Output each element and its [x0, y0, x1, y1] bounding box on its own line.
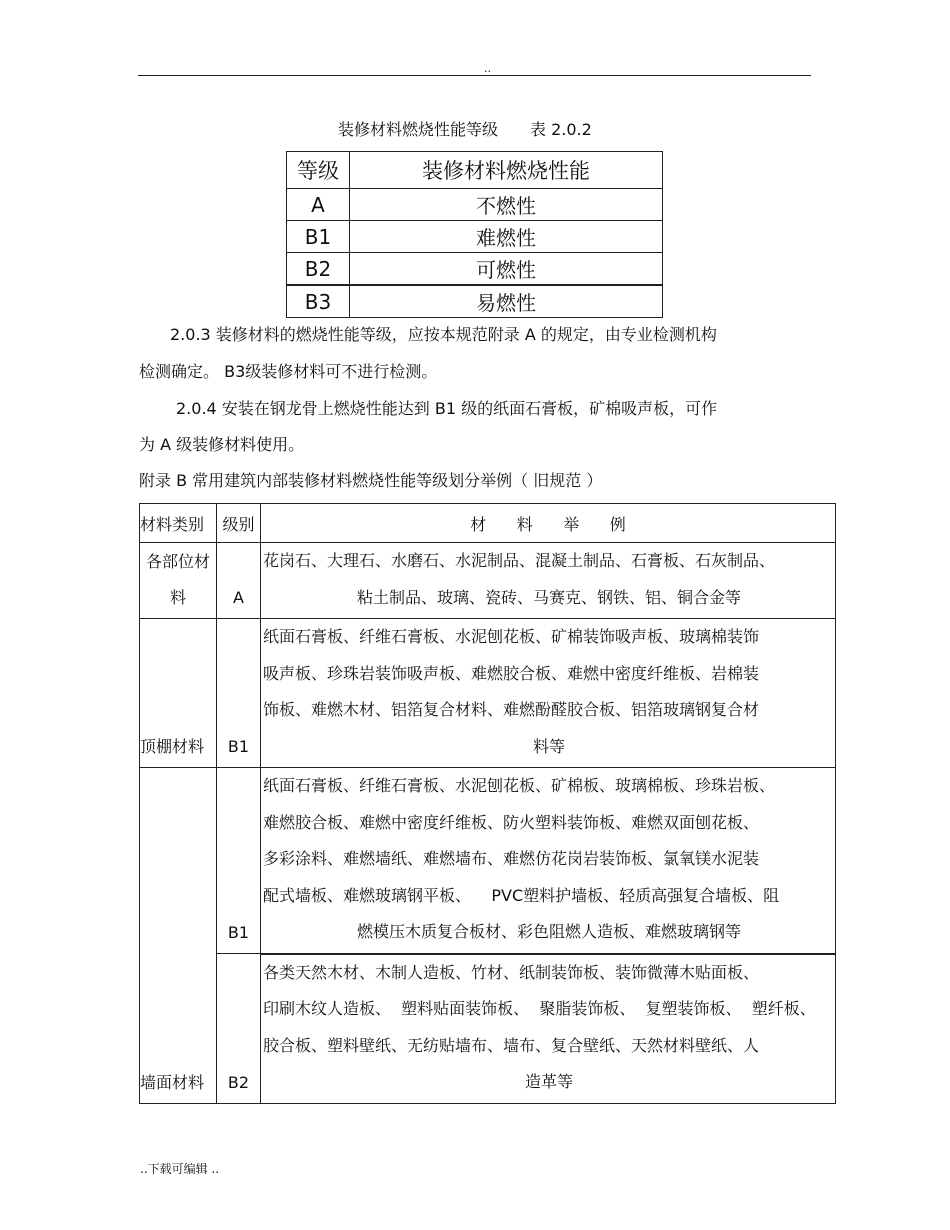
examples-cell: [261, 768, 836, 954]
header-cell-examples: 材 料 举 例: [261, 504, 836, 543]
examples-line: 纸面石膏板、纤维石膏板、水泥刨花板、矿棉板、玻璃棉板、珍珠岩板、: [263, 776, 776, 795]
examples-line: 吸声板、珍珠岩装饰吸声板、难燃胶合板、难燃中密度纤维板、岩棉装: [263, 663, 760, 683]
performance-cell: 易燃性: [350, 285, 663, 318]
examples-line: 花岗石、大理石、水磨石、水泥制品、混凝土制品、石膏板、石灰制品、: [263, 551, 776, 570]
table1-caption: [338, 117, 592, 140]
examples-line: 燃模压木质复合板材、彩色阻燃人造板、难燃玻璃钢等: [356, 922, 741, 941]
table-row: [287, 189, 663, 221]
grade-cell: B3: [287, 285, 350, 318]
examples-cell: [261, 954, 836, 1104]
examples-line: 造革等: [524, 1072, 573, 1091]
category-cell: 墙面材料: [140, 768, 217, 1104]
grade-cell: B1: [217, 619, 261, 768]
category-cell: 顶棚材料: [140, 619, 217, 768]
performance-cell: 难燃性: [350, 221, 663, 253]
examples-line: 料等: [532, 736, 565, 756]
table-row: [287, 253, 663, 286]
table-header-row: [287, 152, 663, 189]
performance-cell: 不燃性: [350, 189, 663, 221]
table-row: [287, 285, 663, 318]
grade-cell: B1: [217, 768, 261, 954]
table1-caption-number: 表 2.0.2: [530, 120, 592, 139]
header-cell-grade: 等级: [287, 152, 350, 189]
header-dots: ..: [484, 62, 491, 75]
appendix-title: 附录 B 常用建筑内部装修材料燃烧性能等级划分举例（ 旧规范 ）: [139, 471, 603, 490]
examples-line: 印刷木纹人造板、 塑料贴面装饰板、 聚脂装饰板、 复塑装饰板、 塑纤板、: [263, 999, 816, 1018]
header-cell-grade: 级别: [217, 504, 261, 543]
grade-cell: A: [287, 189, 350, 221]
examples-line: 胶合板、塑料壁纸、无纺贴墙布、墙布、复合壁纸、天然材料壁纸、人: [263, 1035, 760, 1055]
grade-cell: B2: [217, 954, 261, 1104]
examples-line: 纸面石膏板、纤维石膏板、水泥刨花板、矿棉装饰吸声板、玻璃棉装饰: [263, 627, 760, 646]
grade-cell: B1: [287, 221, 350, 253]
examples-line: 各类天然木材、木制人造板、竹材、纸制装饰板、装饰微薄木贴面板、: [263, 962, 760, 982]
paragraph-2-0-4-line2: 为 A 级装修材料使用。: [139, 435, 305, 454]
table1-caption-title: 装修材料燃烧性能等级: [338, 120, 499, 139]
examples-line: 饰板、难燃木材、铝箔复合材料、难燃酚醛胶合板、铝箔玻璃钢复合材: [263, 700, 760, 719]
grade-cell: B2: [287, 253, 350, 286]
examples-line: 多彩涂料、难燃墙纸、难燃墙布、难燃仿花岗岩装饰板、氯氧镁水泥装: [263, 849, 760, 868]
table-row: [287, 221, 663, 253]
fire-rating-table: [286, 151, 663, 318]
page-footer: ..下载可编辑 ..: [140, 1162, 220, 1176]
material-examples-table: [139, 503, 836, 1104]
paragraph-2-0-3-line1: 2.0.3 装修材料的燃烧性能等级，应按本规范附录 A 的规定，由专业检测机构: [170, 325, 717, 344]
header-cell-category: 材料类别: [140, 504, 217, 543]
table-row: [140, 619, 836, 768]
table-row: [140, 543, 836, 619]
grade-cell: A: [217, 543, 261, 619]
table-row: [140, 768, 836, 954]
paragraph-2-0-4-line1: 2.0.4 安装在钢龙骨上燃烧性能达到 B1 级的纸面石膏板，矿棉吸声板，可作: [176, 399, 718, 418]
category-line: 各部位材: [145, 552, 210, 571]
header-rule: [138, 75, 811, 76]
header-cell-performance: 装修材料燃烧性能: [350, 152, 663, 189]
category-cell: [140, 543, 217, 619]
paragraph-2-0-3-line2: 检测确定。 B3级装修材料可不进行检测。: [139, 362, 438, 381]
examples-line: 粘土制品、玻璃、瓷砖、马赛克、钢铁、铝、铜合金等: [356, 587, 741, 607]
examples-line: 配式墙板、难燃玻璃钢平板、 PVC塑料护墙板、轻质高强复合墙板、阻: [263, 885, 780, 905]
table-row: [140, 954, 836, 1104]
table-header-row: [140, 504, 836, 543]
category-line: 料: [169, 588, 186, 607]
examples-cell: [261, 619, 836, 768]
examples-cell: [261, 543, 836, 619]
performance-cell: 可燃性: [350, 253, 663, 286]
examples-line: 难燃胶合板、难燃中密度纤维板、防火塑料装饰板、难燃双面刨花板、: [263, 812, 760, 832]
